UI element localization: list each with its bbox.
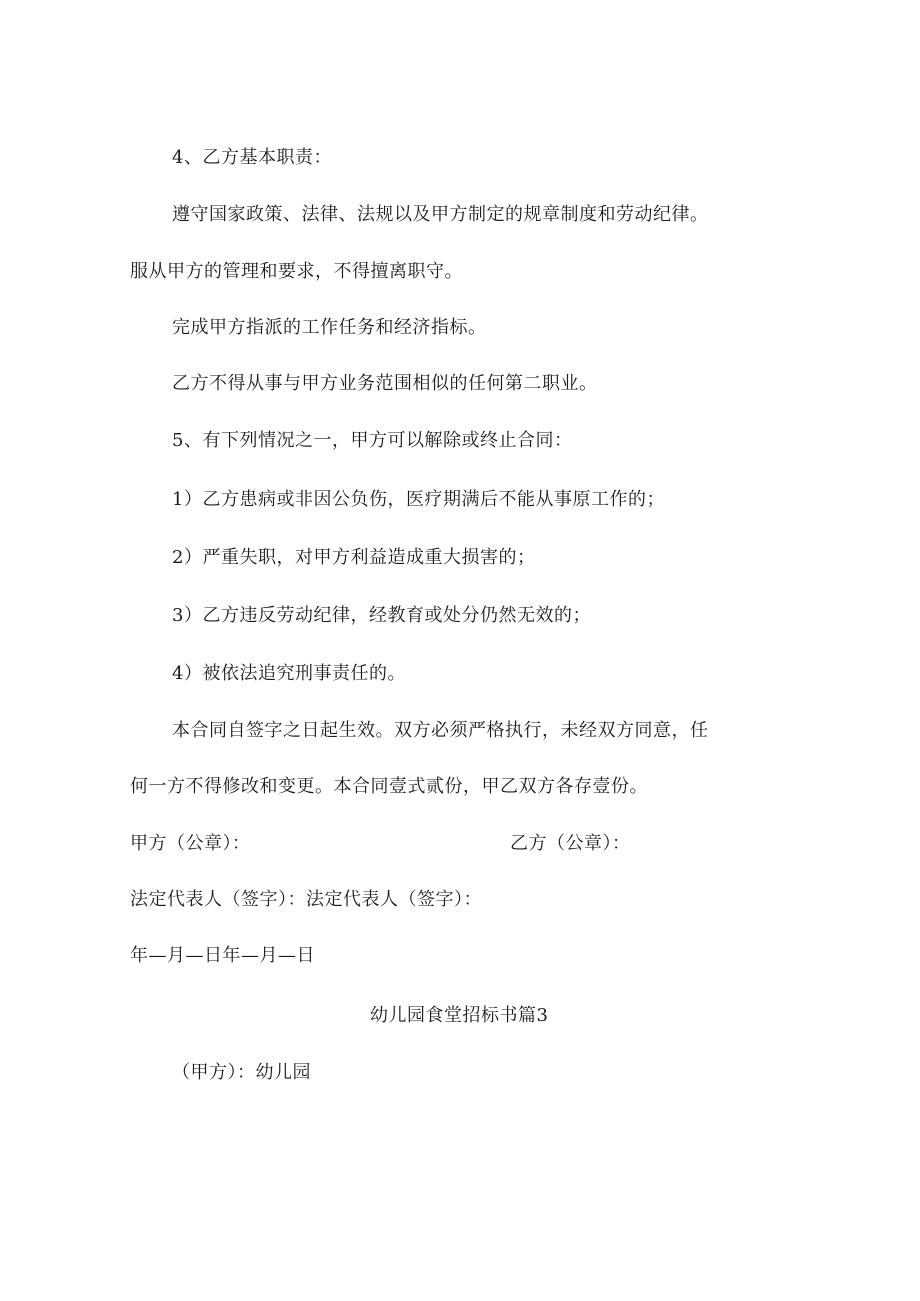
party-a-line: （甲方）：幼儿园 xyxy=(172,1062,311,1083)
effective-clause-line2: 何一方不得修改和变更。本合同壹式贰份，甲乙双方各存壹份。 xyxy=(130,776,648,797)
clause5-item-4: 4）被依法追究刑事责任的。 xyxy=(172,663,406,684)
section-title: 幼儿园食堂招标书篇3 xyxy=(370,1005,549,1026)
clause5-item-2: 2）严重失职，对甲方利益造成重大损害的； xyxy=(172,547,536,568)
clause4-heading: 4、乙方基本职责： xyxy=(172,147,332,168)
party-a-seal-label: 甲方（公章）： xyxy=(130,833,251,854)
clause5-heading: 5、有下列情况之一，甲方可以解除或终止合同： xyxy=(172,430,573,451)
clause4-paragraph-line2: 服从甲方的管理和要求，不得擅离职守。 xyxy=(130,261,463,282)
signature-dates: 年—月—日年—月—日 xyxy=(130,945,315,966)
clause4-paragraph-2: 完成甲方指派的工作任务和经济指标。 xyxy=(172,317,487,338)
effective-clause-line1: 本合同自签字之日起生效。双方必须严格执行，未经双方同意，任 xyxy=(172,720,709,741)
clause4-paragraph-3: 乙方不得从事与甲方业务范围相似的任何第二职业。 xyxy=(172,373,598,394)
clause4-paragraph-line1: 遵守国家政策、法律、法规以及甲方制定的规章制度和劳动纪律。 xyxy=(172,204,709,225)
legal-representatives-label: 法定代表人（签字）：法定代表人（签字）： xyxy=(130,889,482,910)
party-b-seal-label: 乙方（公章）： xyxy=(510,833,631,854)
clause5-item-3: 3）乙方违反劳动纪律，经教育或处分仍然无效的； xyxy=(172,605,591,626)
clause5-item-1: 1）乙方患病或非因公负伤，医疗期满后不能从事原工作的； xyxy=(172,489,665,510)
